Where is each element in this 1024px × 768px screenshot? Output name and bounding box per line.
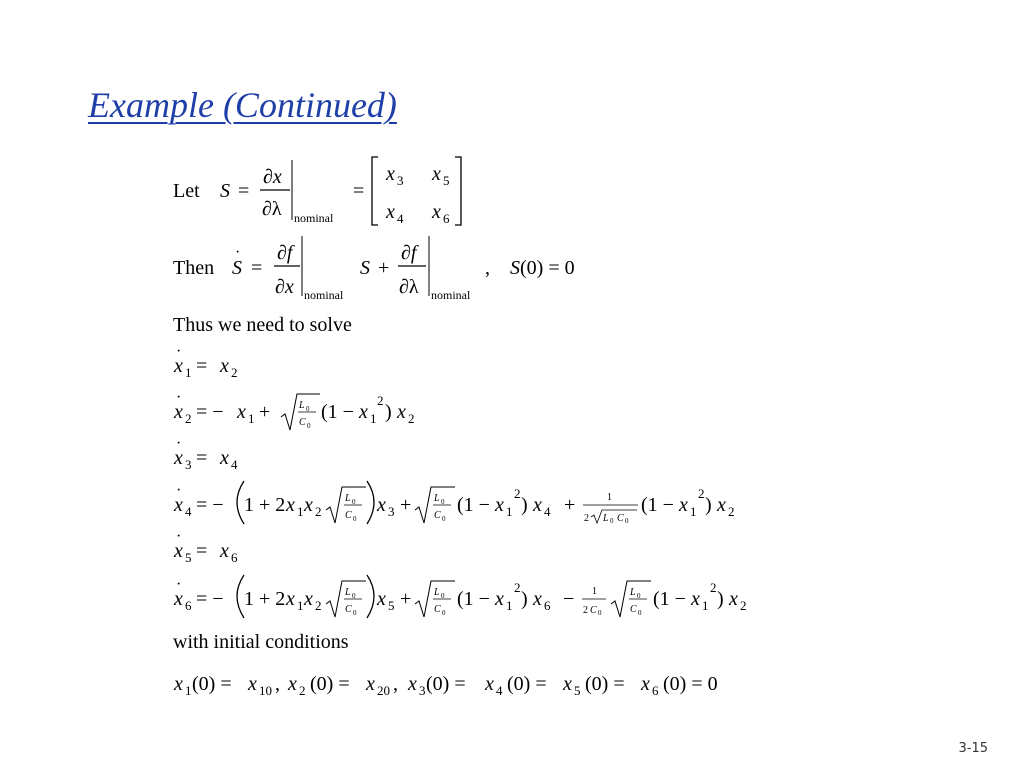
svg-text:x: x	[563, 673, 572, 695]
page-number: 3-15	[958, 741, 988, 756]
svg-text:0: 0	[352, 592, 356, 600]
svg-text:x: x	[220, 355, 229, 377]
svg-text:= −: = −	[196, 588, 224, 610]
svg-text:L: L	[434, 587, 440, 598]
svg-text:C: C	[630, 604, 637, 615]
svg-text:∂λ: ∂λ	[262, 198, 282, 220]
svg-text:·: ·	[176, 343, 182, 360]
svg-text:L: L	[345, 493, 351, 504]
svg-text:S: S	[360, 257, 370, 279]
svg-text:C: C	[345, 604, 352, 615]
svg-text:2: 2	[231, 365, 238, 380]
svg-text:1: 1	[297, 504, 304, 519]
svg-text:2: 2	[315, 504, 322, 519]
svg-text:(0) =: (0) =	[585, 673, 625, 695]
svg-text:6: 6	[185, 598, 192, 613]
svg-text:1: 1	[607, 492, 612, 503]
svg-text:4: 4	[397, 211, 404, 226]
svg-text:0: 0	[353, 609, 357, 617]
svg-text:x: x	[220, 447, 229, 469]
svg-text:S: S	[232, 257, 242, 279]
svg-text:nominal: nominal	[431, 288, 471, 302]
svg-text:0: 0	[352, 498, 356, 506]
svg-text:1: 1	[702, 598, 709, 613]
svg-text:∂f: ∂f	[401, 242, 417, 264]
svg-text:10: 10	[259, 683, 272, 698]
svg-text:0: 0	[441, 498, 445, 506]
svg-text:1 + 2: 1 + 2	[244, 588, 286, 610]
svg-text:4: 4	[496, 683, 503, 698]
ode-3	[173, 435, 238, 472]
sensitivity-equation	[173, 236, 575, 302]
svg-text:1: 1	[370, 411, 377, 426]
svg-text:2: 2	[315, 598, 322, 613]
svg-text:+: +	[400, 494, 412, 516]
svg-text:(0) =: (0) =	[310, 673, 350, 695]
svg-text:x: x	[237, 401, 246, 423]
svg-text:x: x	[174, 540, 183, 562]
svg-text:nominal: nominal	[304, 288, 344, 302]
svg-text:= −: = −	[196, 401, 224, 423]
svg-text:2: 2	[514, 580, 521, 595]
svg-text:C: C	[299, 417, 306, 428]
svg-text:(1 −: (1 −	[457, 588, 490, 610]
svg-text:0: 0	[637, 592, 641, 600]
svg-text:): )	[717, 588, 724, 610]
svg-text:C: C	[590, 605, 597, 616]
svg-text:,: ,	[275, 673, 280, 695]
ode-5	[173, 528, 238, 565]
svg-text:0: 0	[307, 422, 311, 430]
svg-text:x: x	[174, 447, 183, 469]
svg-text:x: x	[397, 401, 406, 423]
svg-text:2: 2	[710, 580, 717, 595]
svg-text:3: 3	[419, 683, 426, 698]
thus-line: Thus we need to solve	[173, 314, 352, 336]
svg-text:3: 3	[388, 504, 395, 519]
svg-text:0: 0	[625, 517, 629, 525]
svg-text:·: ·	[176, 389, 182, 406]
svg-text:6: 6	[443, 211, 450, 226]
svg-text:2: 2	[377, 393, 384, 408]
svg-text:0: 0	[353, 515, 357, 523]
svg-text:+: +	[259, 401, 271, 423]
svg-text:): )	[385, 401, 392, 423]
svg-text:L: L	[345, 587, 351, 598]
svg-text:0: 0	[306, 405, 310, 413]
svg-text:): )	[521, 494, 528, 516]
svg-text:∂f: ∂f	[277, 242, 293, 264]
svg-text:x: x	[729, 588, 738, 610]
svg-text:0: 0	[610, 517, 614, 525]
svg-text:+: +	[564, 494, 576, 516]
svg-text:·: ·	[176, 576, 182, 593]
then-word: Then	[173, 257, 215, 279]
svg-text:·: ·	[176, 528, 182, 545]
let-word: Let	[173, 180, 200, 202]
svg-text:=: =	[238, 180, 250, 202]
svg-text:5: 5	[185, 550, 192, 565]
svg-text:x: x	[386, 201, 395, 223]
svg-text:C: C	[434, 510, 441, 521]
ode-4	[173, 481, 735, 525]
svg-text:3: 3	[185, 457, 192, 472]
svg-text:2: 2	[728, 504, 735, 519]
svg-text:(1 −: (1 −	[457, 494, 490, 516]
svg-text:0: 0	[442, 609, 446, 617]
svg-text:2: 2	[299, 683, 306, 698]
svg-text:5: 5	[388, 598, 395, 613]
svg-text:6: 6	[544, 598, 551, 613]
svg-text:(1 −: (1 −	[321, 401, 354, 423]
svg-text:1: 1	[506, 598, 513, 613]
svg-text:C: C	[617, 513, 624, 524]
svg-text:x: x	[432, 201, 441, 223]
svg-text:x: x	[286, 588, 295, 610]
svg-text:20: 20	[377, 683, 390, 698]
svg-text:L: L	[603, 513, 609, 524]
svg-text:1: 1	[248, 411, 255, 426]
slide-title: Example (Continued)	[88, 85, 397, 125]
svg-text:C: C	[345, 510, 352, 521]
svg-text:S: S	[220, 180, 230, 202]
svg-text:L: L	[434, 493, 440, 504]
svg-text:x: x	[304, 588, 313, 610]
svg-text:L: L	[299, 400, 305, 411]
svg-text:x: x	[641, 673, 650, 695]
ode-6	[173, 575, 747, 618]
svg-text:(0) =: (0) =	[192, 673, 232, 695]
svg-text:(0) =: (0) =	[507, 673, 547, 695]
svg-text:x: x	[495, 588, 504, 610]
svg-text:x: x	[220, 540, 229, 562]
svg-text:1: 1	[185, 683, 192, 698]
svg-text:0: 0	[638, 609, 642, 617]
svg-text:2: 2	[698, 486, 705, 501]
svg-text:(0) = 0: (0) = 0	[663, 673, 718, 695]
svg-text:= −: = −	[196, 494, 224, 516]
svg-text:x: x	[495, 494, 504, 516]
svg-text:x: x	[533, 494, 542, 516]
svg-text:4: 4	[185, 504, 192, 519]
svg-text:L: L	[630, 587, 636, 598]
svg-text:·: ·	[235, 244, 241, 261]
svg-text:x: x	[377, 588, 386, 610]
svg-text:1: 1	[185, 365, 192, 380]
svg-text:(0) =: (0) =	[426, 673, 466, 695]
nominal-label: nominal	[294, 211, 334, 225]
svg-text:x: x	[286, 494, 295, 516]
svg-text:2: 2	[740, 598, 747, 613]
ode-2	[173, 389, 415, 430]
svg-text:x: x	[533, 588, 542, 610]
svg-text:1: 1	[690, 504, 697, 519]
svg-text:x: x	[717, 494, 726, 516]
svg-text:x: x	[288, 673, 297, 695]
svg-text:∂x: ∂x	[275, 276, 294, 298]
svg-text:∂x: ∂x	[263, 166, 282, 188]
svg-text:1 + 2: 1 + 2	[244, 494, 286, 516]
svg-text:x: x	[366, 673, 375, 695]
svg-text:x: x	[174, 673, 183, 695]
svg-text:1: 1	[297, 598, 304, 613]
svg-text:4: 4	[544, 504, 551, 519]
svg-text:x: x	[359, 401, 368, 423]
svg-text:4: 4	[231, 457, 238, 472]
sensitivity-definition	[173, 157, 461, 226]
svg-text:·: ·	[176, 435, 182, 452]
svg-text:): )	[705, 494, 712, 516]
svg-text:6: 6	[652, 683, 659, 698]
svg-text:2: 2	[584, 513, 589, 524]
svg-text:2: 2	[408, 411, 415, 426]
initial-conditions-line: with initial conditions	[173, 631, 349, 653]
initial-conditions	[173, 673, 718, 698]
svg-text:5: 5	[443, 173, 450, 188]
svg-text:=: =	[196, 540, 208, 562]
svg-text:∂λ: ∂λ	[399, 276, 419, 298]
svg-text:x: x	[174, 355, 183, 377]
svg-text:x: x	[408, 673, 417, 695]
svg-text:x: x	[432, 163, 441, 185]
svg-text:0: 0	[598, 609, 602, 617]
svg-text:0: 0	[441, 592, 445, 600]
svg-text:=: =	[353, 180, 365, 202]
svg-text:): )	[521, 588, 528, 610]
svg-text:S(0) = 0: S(0) = 0	[510, 257, 575, 279]
svg-text:x: x	[386, 163, 395, 185]
svg-text:,: ,	[393, 673, 398, 695]
svg-text:2: 2	[583, 605, 588, 616]
svg-text:0: 0	[442, 515, 446, 523]
svg-text:x: x	[679, 494, 688, 516]
svg-text:6: 6	[231, 550, 238, 565]
svg-text:+: +	[378, 257, 390, 279]
svg-text:x: x	[248, 673, 257, 695]
svg-text:+: +	[400, 588, 412, 610]
svg-text:(1 −: (1 −	[653, 588, 686, 610]
svg-text:x: x	[691, 588, 700, 610]
svg-text:(1 −: (1 −	[641, 494, 674, 516]
svg-text:=: =	[251, 257, 263, 279]
svg-text:x: x	[174, 588, 183, 610]
svg-text:5: 5	[574, 683, 581, 698]
svg-text:1: 1	[506, 504, 513, 519]
svg-text:x: x	[377, 494, 386, 516]
svg-text:x: x	[304, 494, 313, 516]
svg-text:,: ,	[485, 257, 490, 279]
svg-text:2: 2	[514, 486, 521, 501]
svg-text:=: =	[196, 447, 208, 469]
svg-text:−: −	[563, 588, 575, 610]
svg-text:1: 1	[592, 586, 597, 597]
svg-text:=: =	[196, 355, 208, 377]
svg-text:3: 3	[397, 173, 404, 188]
ode-1	[173, 343, 238, 380]
svg-text:x: x	[174, 494, 183, 516]
svg-text:2: 2	[185, 411, 192, 426]
svg-text:x: x	[485, 673, 494, 695]
svg-text:·: ·	[176, 482, 182, 499]
svg-text:C: C	[434, 604, 441, 615]
svg-text:x: x	[174, 401, 183, 423]
